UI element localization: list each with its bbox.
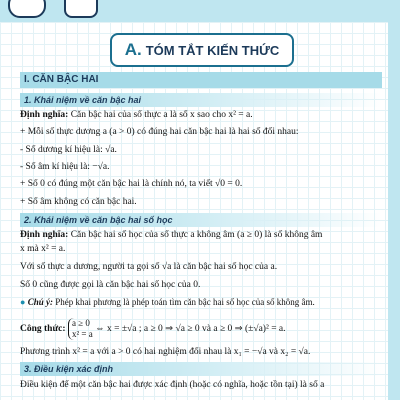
definition-line — [20, 109, 380, 121]
condition-line: Điều kiện để một căn bậc hai được xác định (hoặc có nghĩa, hoặc tồn tại) là số a — [20, 380, 325, 390]
note-line — [20, 296, 380, 308]
formula-label: Công thức: — [20, 324, 66, 334]
subheading-concept: 1. Khái niệm về căn bậc hai — [20, 93, 382, 107]
arithmetic-definition-label: Định nghĩa: — [20, 230, 69, 240]
note-label: Chú ý: — [27, 297, 53, 307]
negative-symbol-line: - Số âm kí hiệu là: −√a. — [20, 162, 110, 172]
arithmetic-definition-line — [20, 229, 380, 241]
formula-brace-top: a ≥ 0 — [71, 317, 90, 328]
top-banner — [0, 0, 400, 22]
arithmetic-definition-cont: x mà x² = a. — [20, 244, 66, 254]
positive-symbol-line: - Số dương kí hiệu là: √a. — [20, 145, 117, 155]
formula-brace-bottom: x² = a — [71, 328, 93, 339]
formula-text: ⇔ x = ±√a ; a ≥ 0 ⇒ √a ≥ 0 và a ≥ 0 ⇒ (±√a)² = a. — [95, 324, 286, 334]
negative-number-line: + Số âm không có căn bậc hai. — [20, 197, 137, 207]
note-bullet-icon: ● — [20, 297, 26, 307]
formula-brace — [68, 318, 93, 340]
zero-root-line: + Số 0 có đúng một căn bậc hai là chính nó, ta viết √0 = 0. — [20, 179, 243, 189]
section-letter: A. — [124, 40, 142, 59]
equation-line: Phương trình x² = a với a > 0 có hai nghiệm đối nhau là x₁ = −√a và x₂ = √a. — [20, 347, 311, 357]
subheading-condition: 3. Điều kiện xác định — [20, 362, 382, 376]
positive-roots-line: + Mỗi số thực dương a (a > 0) có đúng hai căn bậc hai là hai số đối nhau: — [20, 127, 299, 137]
section-title-box — [110, 33, 294, 67]
definition-label: Định nghĩa: — [20, 110, 69, 120]
section-title: TÓM TẮT KIẾN THỨC — [145, 42, 280, 58]
formula-line — [20, 316, 380, 342]
heading-square-root: I. CĂN BẬC HAI — [20, 72, 382, 88]
decorative-cloud-icon — [8, 0, 46, 18]
note-text: Phép khai phương là phép toán tìm căn bậc hai số học của số không âm. — [55, 297, 315, 307]
arithmetic-definition-text: Căn bậc hai số học của số thực a không âm (a ≥ 0) là số không âm — [70, 230, 323, 240]
definition-text: Căn bậc hai của số thực a là số x sao cho x² = a. — [70, 110, 253, 120]
subheading-arithmetic-root: 2. Khái niệm về căn bậc hai số học — [20, 213, 382, 227]
arithmetic-positive-line: Với số thực a dương, người ta gọi số √a là căn bậc hai số học của a. — [20, 262, 278, 272]
arithmetic-zero-line: Số 0 cũng được gọi là căn bậc hai số học của 0. — [20, 280, 201, 290]
right-margin-band — [388, 0, 400, 400]
decorative-cup-icon — [64, 0, 98, 18]
